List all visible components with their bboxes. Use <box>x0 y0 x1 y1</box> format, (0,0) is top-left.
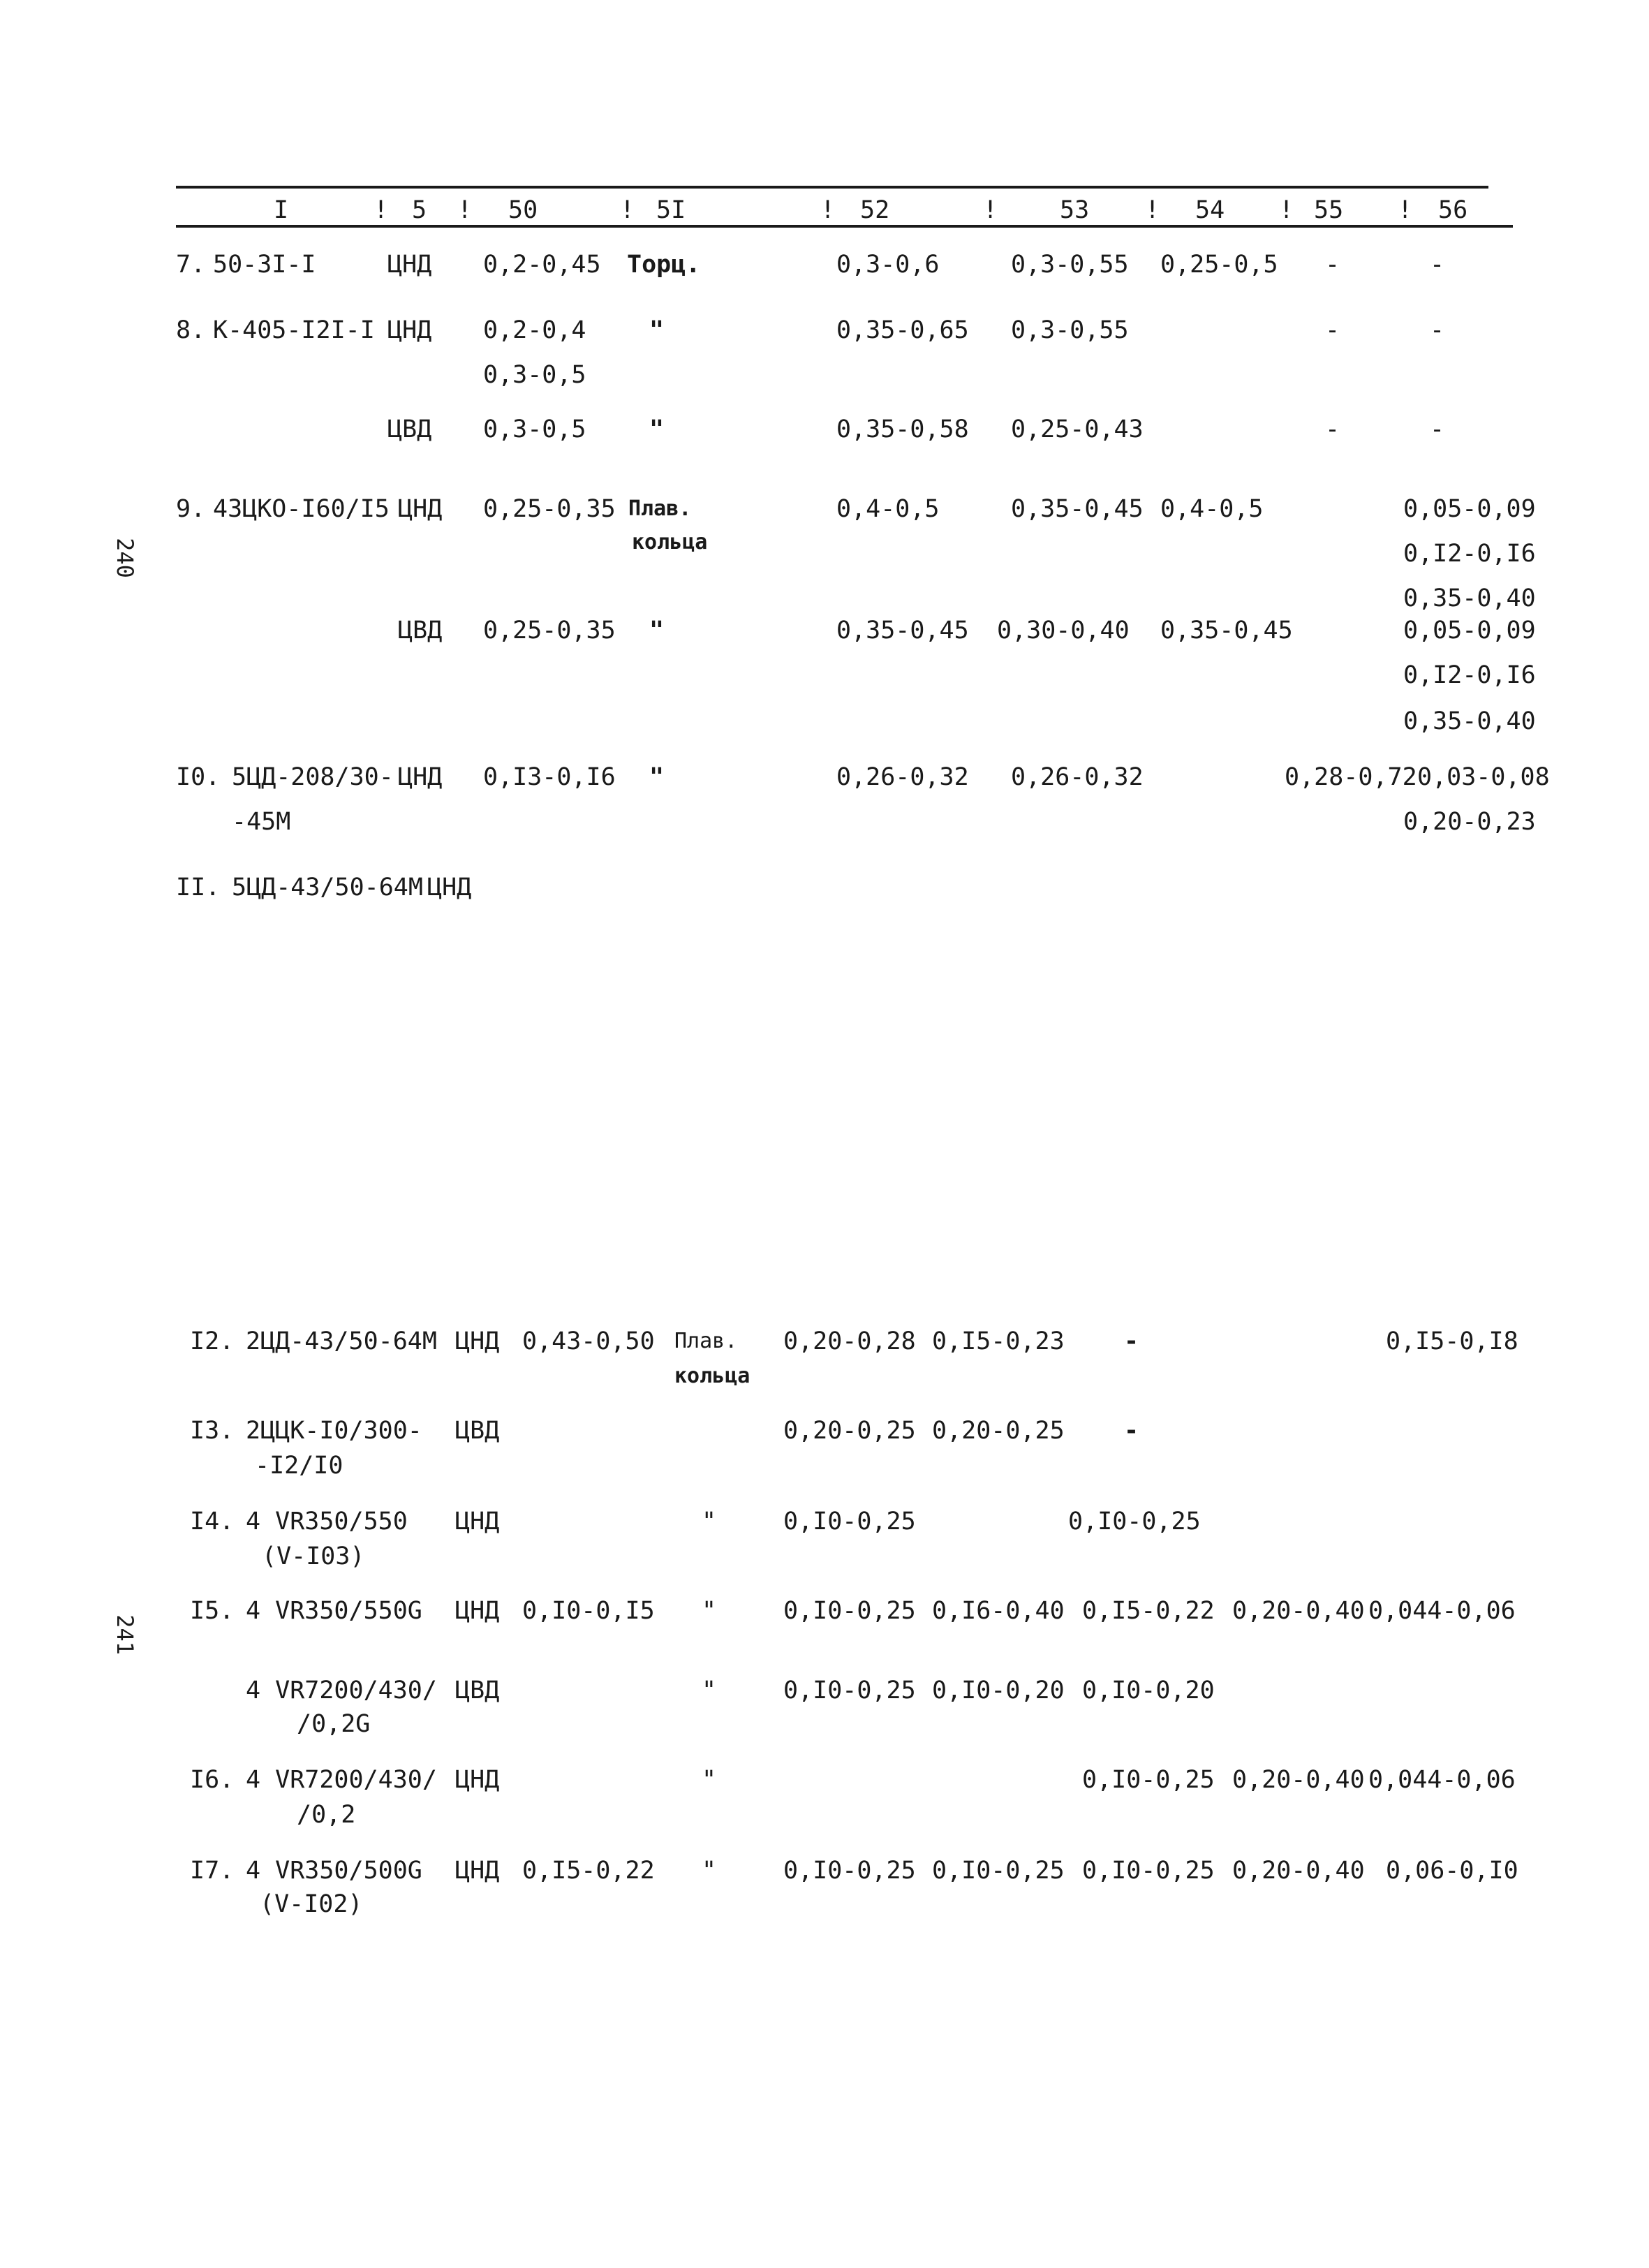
cell-52: 0,I0-0,25 <box>783 1677 916 1704</box>
cell-54: 0,35-0,45 <box>1160 617 1293 645</box>
cylinder: ЦНД <box>398 495 443 523</box>
turbine-type: 50-3I-I <box>213 251 316 279</box>
cell-54: - <box>1124 1327 1139 1355</box>
cell-51: " <box>649 316 665 344</box>
turbine-type: 4 VR7200/430/ <box>246 1677 437 1704</box>
cell-53: 0,I5-0,23 <box>932 1327 1065 1355</box>
header-col-54: 54 <box>1195 196 1225 224</box>
row-number: II. <box>176 874 221 901</box>
header-separator: ! <box>1145 196 1160 224</box>
turbine-type: 5ЦД-208/30- <box>232 763 394 791</box>
cell-56: 0,I2-0,I6 <box>1403 661 1536 689</box>
cell-54: 0,4-0,5 <box>1160 495 1264 523</box>
cell-51: " <box>702 1766 717 1794</box>
cell-50: 0,25-0,35 <box>483 495 616 523</box>
turbine-type: -45М <box>232 808 291 836</box>
row-number: 9. <box>176 495 206 523</box>
header-separator: ! <box>620 196 635 224</box>
cylinder: ЦВД <box>455 1677 500 1704</box>
cell-52: 0,I0-0,25 <box>783 1857 916 1885</box>
cell-50: 0,I5-0,22 <box>522 1857 655 1885</box>
cell-55: - <box>1325 415 1340 443</box>
page-number-lower: 241 <box>111 1614 138 1655</box>
turbine-type: -I2/I0 <box>255 1452 343 1480</box>
header-col-53: 53 <box>1060 196 1090 224</box>
cell-56: 0,044-0,06 <box>1368 1597 1516 1625</box>
cell-56: 0,20-0,23 <box>1403 808 1536 836</box>
turbine-type: 43ЦКО-I60/I5 <box>213 495 390 523</box>
cell-54: 0,I0-0,25 <box>1082 1766 1215 1794</box>
turbine-type: 5ЦД-43/50-64М <box>232 874 423 901</box>
row-number: I5. <box>190 1597 235 1625</box>
header-separator: ! <box>1398 196 1413 224</box>
cell-51: кольца <box>674 1364 750 1388</box>
cell-51: " <box>649 763 665 791</box>
cell-56: 0,05-0,09 <box>1403 617 1536 645</box>
cell-56: 0,35-0,40 <box>1403 707 1536 735</box>
cell-52: 0,35-0,45 <box>836 617 969 645</box>
cell-51: " <box>702 1508 717 1536</box>
cell-51: Плав. <box>628 496 692 521</box>
header-col-56: 56 <box>1438 196 1468 224</box>
cylinder: ЦНД <box>398 763 443 791</box>
cell-53: 0,25-0,43 <box>1011 415 1144 443</box>
cell-54: - <box>1124 1417 1139 1445</box>
row-number: I7. <box>190 1857 235 1885</box>
cell-52: 0,4-0,5 <box>836 495 940 523</box>
header-top-rule <box>176 186 1488 189</box>
header-bottom-rule <box>176 225 1513 228</box>
cell-51: " <box>702 1597 717 1625</box>
turbine-type: /0,2 <box>297 1801 356 1829</box>
cell-51: Торц. <box>627 251 701 279</box>
cell-54: 0,I0-0,25 <box>1068 1508 1201 1536</box>
cell-52: 0,35-0,65 <box>836 316 969 344</box>
cell-56: - <box>1430 316 1445 344</box>
cell-56: 0,06-0,I0 <box>1386 1857 1518 1885</box>
cell-50: 0,I0-0,I5 <box>522 1597 655 1625</box>
cell-50: 0,3-0,5 <box>483 415 586 443</box>
turbine-type: 4 VR350/550G <box>246 1597 422 1625</box>
cell-52: 0,I0-0,25 <box>783 1597 916 1625</box>
cell-50: 0,2-0,4 <box>483 316 586 344</box>
header-separator: ! <box>457 196 473 224</box>
header-col-50: 50 <box>508 196 538 224</box>
cell-52: 0,26-0,32 <box>836 763 969 791</box>
row-number: I4. <box>190 1508 235 1536</box>
header-col-1: I <box>274 196 289 224</box>
header-separator: ! <box>820 196 836 224</box>
header-separator: ! <box>374 196 389 224</box>
cell-52: 0,3-0,6 <box>836 251 940 279</box>
cell-51: " <box>702 1857 717 1885</box>
cell-55: - <box>1325 316 1340 344</box>
header-separator: ! <box>1279 196 1294 224</box>
cylinder: ЦНД <box>455 1327 500 1355</box>
cell-51: Плав. <box>674 1329 738 1353</box>
cell-50: 0,3-0,5 <box>483 361 586 389</box>
cell-53: 0,20-0,25 <box>932 1417 1065 1445</box>
cell-53: 0,I0-0,20 <box>932 1677 1065 1704</box>
cylinder: ЦНД <box>427 874 472 901</box>
cell-51: " <box>649 415 665 443</box>
row-number: I0. <box>176 763 221 791</box>
cell-52: 0,20-0,25 <box>783 1417 916 1445</box>
cell-51: кольца <box>632 530 708 554</box>
cell-53: 0,3-0,55 <box>1011 316 1129 344</box>
cell-50: 0,2-0,45 <box>483 251 601 279</box>
cell-56: 0,35-0,40 <box>1403 584 1536 612</box>
cell-50: 0,43-0,50 <box>522 1327 655 1355</box>
cell-55: - <box>1325 251 1340 279</box>
cell-53: 0,3-0,55 <box>1011 251 1129 279</box>
cylinder: ЦНД <box>455 1597 500 1625</box>
header-col-51: 5I <box>656 196 686 224</box>
cylinder: ЦНД <box>455 1766 500 1794</box>
row-number: 7. <box>176 251 206 279</box>
cylinder: ЦНД <box>387 251 432 279</box>
cell-52: 0,35-0,58 <box>836 415 969 443</box>
cell-53: 0,26-0,32 <box>1011 763 1144 791</box>
cell-51: " <box>649 617 665 645</box>
header-separator: ! <box>983 196 998 224</box>
page-number-upper: 240 <box>111 538 138 578</box>
cell-56: - <box>1430 415 1445 443</box>
turbine-type: 4 VR7200/430/ <box>246 1766 437 1794</box>
cell-56: 0,05-0,09 <box>1403 495 1536 523</box>
turbine-type: 2ЦЦК-I0/300- <box>246 1417 422 1445</box>
cell-56: 0,I5-0,I8 <box>1386 1327 1518 1355</box>
turbine-type: 2ЦД-43/50-64М <box>246 1327 437 1355</box>
turbine-type: 4 VR350/500G <box>246 1857 422 1885</box>
row-number: I6. <box>190 1766 235 1794</box>
cell-51: " <box>702 1677 717 1704</box>
cylinder: ЦВД <box>387 415 432 443</box>
cell-56: 0,044-0,06 <box>1368 1766 1516 1794</box>
cylinder: ЦНД <box>387 316 432 344</box>
row-number: 8. <box>176 316 206 344</box>
cell-50: 0,I3-0,I6 <box>483 763 616 791</box>
cell-53: 0,35-0,45 <box>1011 495 1144 523</box>
cell-52: 0,I0-0,25 <box>783 1508 916 1536</box>
cell-50: 0,25-0,35 <box>483 617 616 645</box>
turbine-type: (V-I03) <box>262 1542 365 1570</box>
cylinder: ЦНД <box>455 1508 500 1536</box>
cell-56: - <box>1430 251 1445 279</box>
turbine-type: 4 VR350/550 <box>246 1508 408 1536</box>
cell-55: 0,20-0,40 <box>1232 1766 1365 1794</box>
header-col-52: 52 <box>860 196 890 224</box>
cell-56: 0,I2-0,I6 <box>1403 540 1536 568</box>
row-number: I3. <box>190 1417 235 1445</box>
cell-53: 0,30-0,40 <box>997 617 1130 645</box>
cylinder: ЦВД <box>455 1417 500 1445</box>
cell-54: 0,I5-0,22 <box>1082 1597 1215 1625</box>
header-col-55: 55 <box>1314 196 1344 224</box>
cylinder: ЦНД <box>455 1857 500 1885</box>
turbine-type: /0,2G <box>297 1710 371 1738</box>
cylinder: ЦВД <box>398 617 443 645</box>
cell-52: 0,20-0,28 <box>783 1327 916 1355</box>
cell-56: 0,03-0,08 <box>1417 763 1550 791</box>
turbine-type: (V-I02) <box>260 1890 363 1918</box>
cell-54: 0,I0-0,25 <box>1082 1857 1215 1885</box>
cell-54: 0,I0-0,20 <box>1082 1677 1215 1704</box>
cell-55: 0,20-0,40 <box>1232 1857 1365 1885</box>
turbine-type: К-405-I2I-I <box>213 316 375 344</box>
cell-53: 0,I0-0,25 <box>932 1857 1065 1885</box>
header-col-5: 5 <box>412 196 427 224</box>
cell-54: 0,25-0,5 <box>1160 251 1278 279</box>
row-number: I2. <box>190 1327 235 1355</box>
cell-55: 0,28-0,72 <box>1285 763 1417 791</box>
cell-53: 0,I6-0,40 <box>932 1597 1065 1625</box>
cell-55: 0,20-0,40 <box>1232 1597 1365 1625</box>
